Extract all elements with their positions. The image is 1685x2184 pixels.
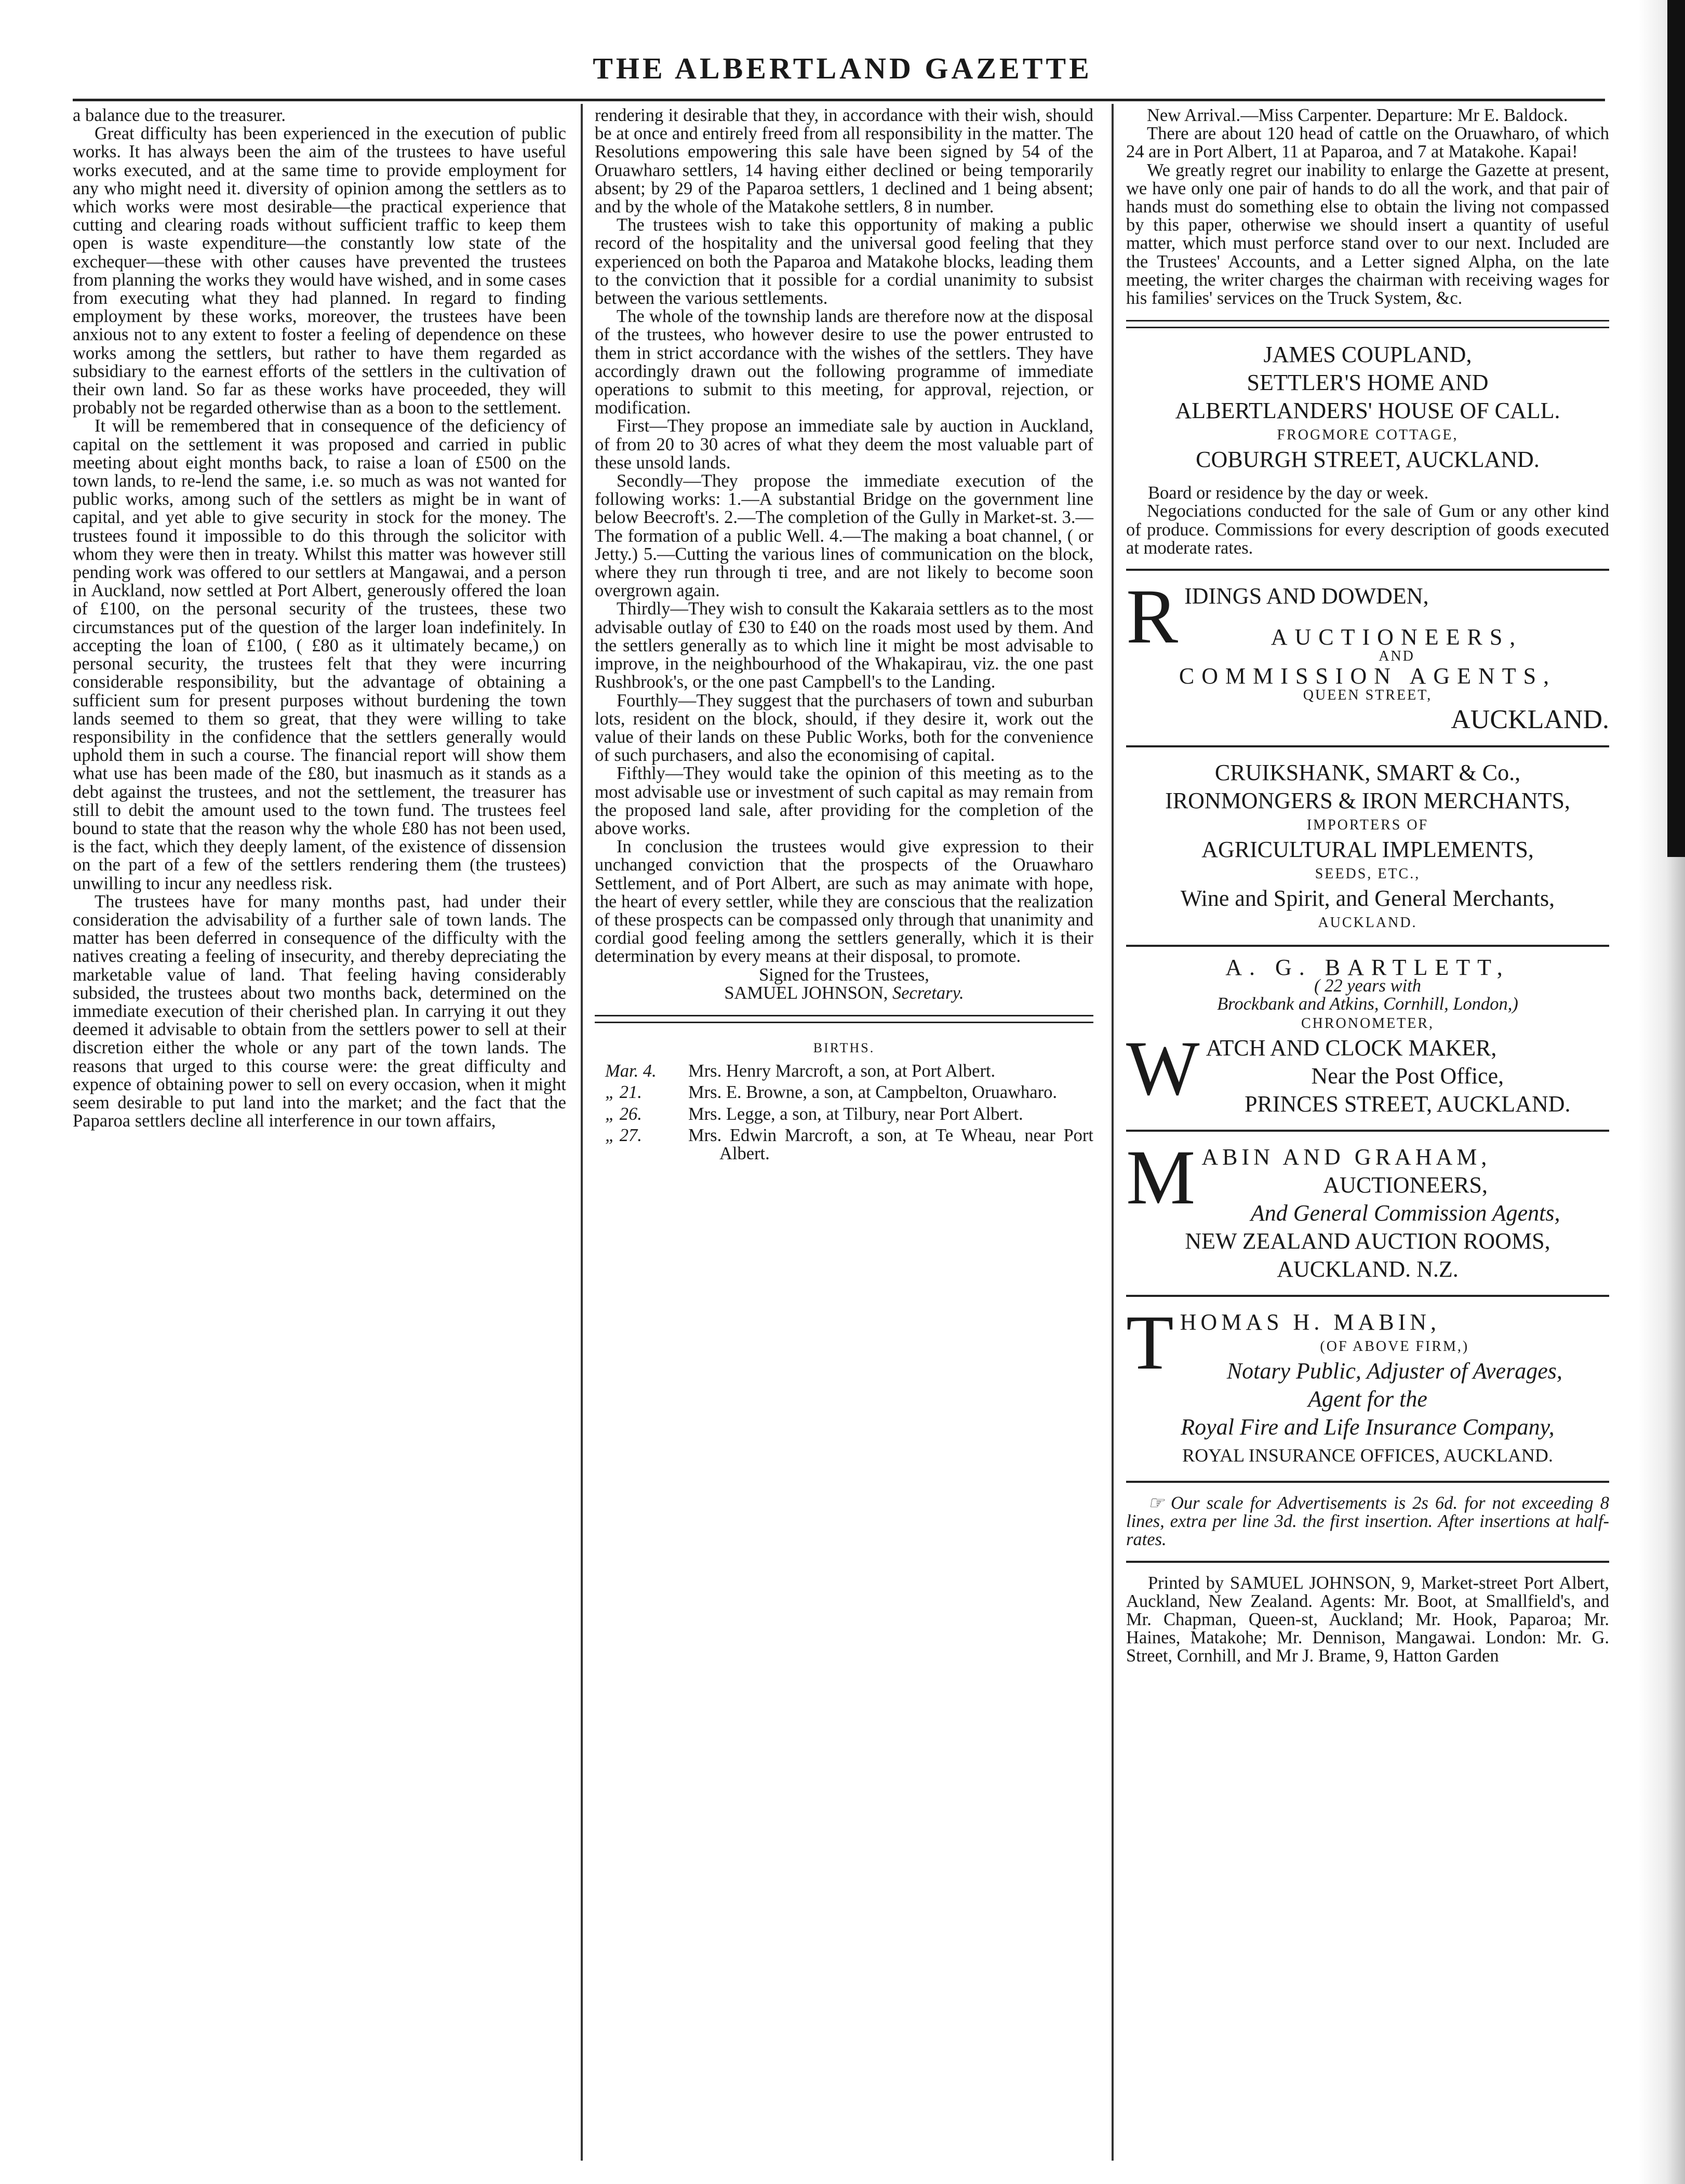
ad-line: ROYAL INSURANCE OFFICES, AUCKLAND. xyxy=(1182,1445,1553,1466)
ad-line: SEEDS, ETC., xyxy=(1315,866,1421,882)
paragraph: There are about 120 head of cattle on the Oruawharo, of which 24 are in Port Albert, 11 at Paparoa, and 7 at Matakohe. Kapai! xyxy=(1126,124,1609,162)
page-edge-dark-strip xyxy=(1667,0,1685,857)
paragraph: In conclusion the trustees would give expression to their unchanged conviction that the prospects of the Oruawharo Settlement, and of Port Albert, are such as may animate with hope, the heart of every settler, while they are conscious that the realization of these prospects can be compassed only through that unanimity and cordial good feeling among the settlers generally, which it is their determination by every means at their disposal, to promote. xyxy=(595,837,1093,967)
ad-line: AUCKLAND. xyxy=(1318,915,1417,931)
list-item xyxy=(595,1105,1093,1123)
advertisement-cruikshank xyxy=(1126,759,1609,933)
advertisement-bartlett xyxy=(1126,955,1609,1118)
paragraph: The whole of the township lands are therefore now at the disposal of the trustees, who however desire to use the power entrusted to them in strict accordance with the wishes of the settlers. They have accordingly drawn out the following programme of immediate operations to submit to this meeting, for approval, rejection, or modification. xyxy=(595,306,1093,418)
signature-title: Secretary. xyxy=(892,983,964,1003)
ad-line: CHRONOMETER, xyxy=(1301,1015,1435,1032)
ad-line: ATCH AND CLOCK MAKER, xyxy=(1206,1035,1497,1061)
printer-imprint: Printed by SAMUEL JOHNSON, 9, Market-street Port Albert, Auckland, New Zealand. Agents: Mr. Boot, at Smallfield's, and Mr. Chapman, Queen-st, Auckland; Mr. Hook, Paparoa; Mr. Haines, Matakohe; Mr. Dennison, Mangawai. London: Mr. G. Street, Cornhill, and Mr J. Brame, 9, Hatton Garden xyxy=(1126,1573,1609,1666)
ad-line: AUCTIONEERS, xyxy=(1323,1172,1488,1198)
ad-line: ALBERTLANDERS' HOUSE OF CALL. xyxy=(1175,398,1560,424)
births-list xyxy=(595,1062,1093,1163)
paragraph: rendering it desirable that they, in accordance with their wish, should be at once and entirely freed from all responsibility in the matter. The Resolutions empowering this sale have been signed by 54 of the Oruawharo settlers, 14 having either declined or being temporarily absent; by 29 of the Paparoa settlers, 1 declined and 1 being absent; and by the whole of the Matakohe settlers, 8 in number. xyxy=(595,105,1093,217)
advertisement-mabin-graham xyxy=(1126,1134,1609,1283)
ad-line: ( 22 years with xyxy=(1314,975,1422,996)
ad-line: JAMES COUPLAND, xyxy=(1263,342,1472,368)
advertisement-coupland xyxy=(1126,341,1609,557)
ad-line: AUCKLAND. N.Z. xyxy=(1277,1256,1459,1282)
column-3 xyxy=(1126,106,1609,1666)
birth-date: Mar. 4. xyxy=(605,1061,657,1081)
ad-line: HOMAS H. MABIN, xyxy=(1180,1309,1441,1335)
ad-line: IMPORTERS OF xyxy=(1306,817,1429,834)
rule xyxy=(1126,1561,1609,1563)
rule xyxy=(1126,745,1609,747)
births-heading: BIRTHS. xyxy=(813,1040,875,1055)
birth-text: Mrs. Legge, a son, at Tilbury, near Port Albert. xyxy=(688,1104,1023,1124)
ad-line: PRINCES STREET, AUCKLAND. xyxy=(1245,1091,1571,1117)
signature-block xyxy=(595,966,1093,1002)
birth-date: „ 27. xyxy=(605,1125,642,1145)
ad-line: FROGMORE COTTAGE, xyxy=(1277,427,1459,444)
paragraph: Fifthly—They would take the opinion of this meeting as to the most advisable use or investment of such capital as may remain from the proposed land sale, after providing for the completion of the above works. xyxy=(595,763,1093,838)
ad-line: COMMISSION AGENTS, xyxy=(1179,663,1557,689)
ad-line: AGRICULTURAL IMPLEMENTS, xyxy=(1201,837,1534,863)
ad-text: Board or residence by the day or week. xyxy=(1148,483,1429,503)
column-1 xyxy=(73,106,566,1130)
ad-line: AND xyxy=(1379,648,1415,665)
advertisement-thomas-mabin xyxy=(1126,1299,1609,1469)
ad-line: NEW ZEALAND AUCTION ROOMS, xyxy=(1185,1228,1550,1254)
rule xyxy=(1126,569,1609,571)
top-rule xyxy=(73,99,1605,101)
ad-line: And General Commission Agents, xyxy=(1250,1200,1560,1226)
rule xyxy=(1126,1295,1609,1297)
drop-cap: R xyxy=(1126,573,1179,660)
signature-line: Signed for the Trustees, xyxy=(759,964,929,985)
ad-line: IRONMONGERS & IRON MERCHANTS, xyxy=(1165,788,1570,814)
column-divider xyxy=(581,104,583,2161)
ad-line: AUCKLAND. xyxy=(1451,705,1609,735)
paragraph: The trustees wish to take this opportunity of making a public record of the hospitality and the universal good feeling that they experienced on both the Paparoa and Matakohe blocks, leading them to the conviction that it possible for a cordial unanimity to subsist between the various settlements. xyxy=(595,215,1093,309)
ad-line: COBURGH STREET, AUCKLAND. xyxy=(1196,447,1540,473)
ad-line: Wine and Spirit, and General Merchants, xyxy=(1180,886,1555,912)
paragraph: a balance due to the treasurer. xyxy=(73,105,286,125)
paragraph: The trustees have for many months past, had under their consideration the advisability of a further sale of town lands. The matter has been deferred in consequence of the difficulty with the natives creating a feeling of insecurity, and thereby depreciating the marketable value of land. That feeling having considerably subsided, the trustees about two months back, determined on the immediate execution of their cherished plan. In carrying it out they deemed it advisable to obtain from the settlers power to sell at their discretion either the whole or any part of the town lands. The reasons that urged to this course were: the great difficulty and expence of obtaining power to sell on every occasion, when it might seem desirable to put land into the market; and the fact that the Paparoa settlers decline all interference in our town affairs, xyxy=(73,891,566,1131)
rule xyxy=(1126,1130,1609,1132)
ad-line: Brockbank and Atkins, Cornhill, London,) xyxy=(1217,994,1518,1014)
birth-date: „ 21. xyxy=(605,1082,642,1103)
double-rule xyxy=(1126,320,1609,328)
drop-cap: W xyxy=(1126,1025,1200,1112)
paragraph: Fourthly—They suggest that the purchasers of town and suburban lots, resident on the block, should, if they desire it, work out the value of their lands on these Public Works, both for the convenience of such purchasers, and also the economising of capital. xyxy=(595,690,1093,766)
paragraph: Thirdly—They wish to consult the Kakaraia settlers as to the most advisable outlay of £30 to £40 on the roads most used by them. And the settlers generally as to which line it might be most advisable to improve, in the neighbourhood of the Whakapirau, viz. the one past Rushbrook's, or the one past Campbell's to the Landing. xyxy=(595,599,1093,692)
paragraph: We greatly regret our inability to enlarge the Gazette at present, we have only one pair of hands to do all the work, and that pair of hands must do something else to obtain the living not compassed by this paper, otherwise we should insert a quantity of useful matter, which must perforce stand over to our next. Included are the Trustees' Accounts, and a Letter signed Alpha, on the late meeting, the writer charges the chairman with receiving wages for his families' services on the Truck System, &c. xyxy=(1126,160,1609,309)
paragraph: New Arrival.—Miss Carpenter. Departure: Mr E. Baldock. xyxy=(1147,105,1568,125)
ad-line: Royal Fire and Life Insurance Company, xyxy=(1181,1414,1555,1440)
advertisement-ridings-dowden xyxy=(1126,573,1609,735)
advertising-rates-notice: ☞ Our scale for Advertisements is 2s 6d. for not exceeding 8 lines, extra per line 3d. the first insertion. After insertions at half-rates. xyxy=(1126,1493,1609,1550)
ad-line: Notary Public, Adjuster of Averages, xyxy=(1226,1358,1562,1384)
ad-line: Near the Post Office, xyxy=(1311,1063,1504,1089)
paragraph: Great difficulty has been experienced in the execution of public works. It has always been the aim of the trustees to have useful works executed, and at the same time to provide employment for any who might need it. diversity of opinion among the settlers as to which works were most desirable—the practical experience that cutting and clearing roads without sufficient traffic to keep them open is waste expenditure—the constantly low state of the exchequer—these with other causes have prevented the trustees from planning the works they would have wished, and in some cases from executing what they had planned. In regard to finding employment by these works, moreover, the trustees have been anxious not to any extent to foster a feeling of dependence on these works among the settlers, but rather to have them regarded as subsidiary to the earnest efforts of the settlers in the cultivation of their own land. So far as these works have proceeded, they will probably not be regarded otherwise than as a boon to the settlement. xyxy=(73,124,566,418)
birth-text: Mrs. E. Browne, a son, at Campbelton, Oruawharo. xyxy=(688,1082,1057,1103)
double-rule xyxy=(595,1015,1093,1023)
list-item xyxy=(595,1127,1093,1163)
ad-line: AUCTIONEERS, xyxy=(1271,624,1523,650)
paragraph: First—They propose an immediate sale by auction in Auckland, of from 20 to 30 acres of what they deem the most valuable part of these unsold lands. xyxy=(595,416,1093,473)
birth-text: Mrs. Henry Marcroft, a son, at Port Albert. xyxy=(688,1061,996,1081)
ad-line: CRUIKSHANK, SMART & Co., xyxy=(1214,760,1521,786)
ad-line: QUEEN STREET, xyxy=(1303,687,1433,704)
ad-line: (OF ABOVE FIRM,) xyxy=(1320,1338,1469,1355)
column-2 xyxy=(595,106,1093,1166)
ad-line: IDINGS AND DOWDEN, xyxy=(1184,583,1429,609)
birth-text: Mrs. Edwin Marcroft, a son, at Te Wheau, near Port Albert. xyxy=(688,1125,1093,1163)
paragraph: Secondly—They propose the immediate execution of the following works: 1.—A substantial Bridge on the government line below Beecroft's. 2.—The completion of the Gully in Market-st. 3.—The formation of a public Well. 4.—The making a boat channel, ( or Jetty.) 5.—Cutting the various lines of communication on the block, where they run through ti tree, and are not likely to become soon overgrown again. xyxy=(595,471,1093,601)
birth-date: „ 26. xyxy=(605,1104,642,1124)
drop-cap: M xyxy=(1126,1134,1196,1221)
signature-name: SAMUEL JOHNSON, xyxy=(724,983,888,1003)
rule xyxy=(1126,945,1609,947)
ad-line: Agent for the xyxy=(1308,1386,1427,1412)
list-item xyxy=(595,1062,1093,1080)
list-item xyxy=(595,1083,1093,1102)
rule xyxy=(1126,1481,1609,1483)
ad-text: Negociations conducted for the sale of Gum or any other kind of produce. Commissions for every description of goods executed at moderate rates. xyxy=(1126,501,1609,558)
ad-line: SETTLER'S HOME AND xyxy=(1247,370,1489,396)
ad-line: A. G. BARTLETT, xyxy=(1225,955,1510,981)
drop-cap: T xyxy=(1126,1299,1174,1386)
ad-line: ABIN AND GRAHAM, xyxy=(1201,1144,1491,1170)
paragraph: It will be remembered that in consequence of the deficiency of capital on the settlement it was proposed and carried in public meeting about eight months back, to raise a loan of £500 on the town lands, to re-lend the same, i.e. so much as was not wanted for public works, among such of the settlers as might be in want of capital, and yet able to give security in stock for the money. The trustees found it impossible to do this through the solicitor with whom they were then in treaty. Whilst this matter was however still pending work was offered to our settlers at Mangawai, and a person in Auckland, now settled at Port Albert, generously offered the loan of £100, on the personal security of the trustees, these two circumstances put of the question of the larger loan indefinitely. In accepting the loan of £100, ( £80 as it ultimately became,) on personal security, the trustees felt that they were incurring considerable responsibility, but the advantage of obtaining a sufficient sum for present purposes without burdening the town lands seemed to them so great, that they were willing to take responsibility in the confidence that the settlers generally would uphold them in such a course. The financial report will show them what use has been made of the £80, but inasmuch as it stands as a debt against the trustees, and not the settlement, the treasurer has still to debit the amount used to the town fund. The trustees feel bound to state that the reason why the whole £80 has not been used, is the fact, which they deeply lament, of the existence of dissension on the part of a few of the settlers rendering them (the trustees) unwilling to incur any needless risk. xyxy=(73,416,566,893)
column-divider xyxy=(1112,104,1114,2161)
signature-name-line xyxy=(595,984,1093,1002)
masthead: THE ALBERTLAND GAZETTE xyxy=(593,51,1092,85)
